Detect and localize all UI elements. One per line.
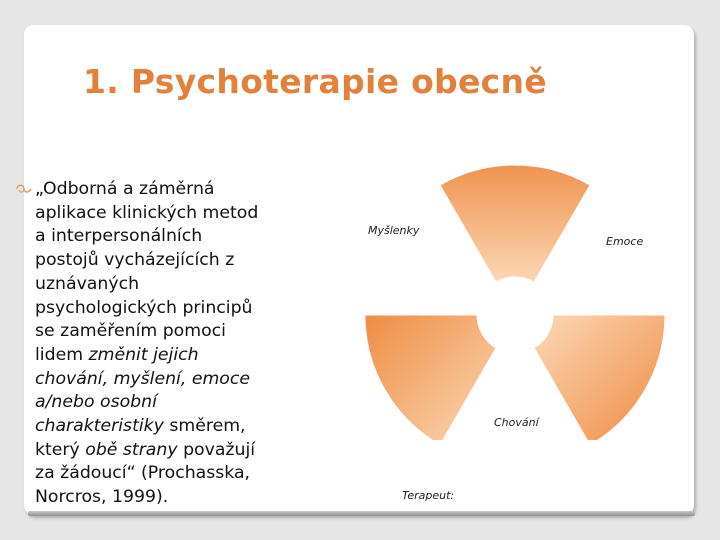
- definition-line: psychologických principů: [35, 297, 253, 318]
- definition-line: aplikace klinických metod: [35, 202, 259, 223]
- definition-line: uznávaných: [35, 273, 140, 294]
- definition-line: „Odborná a záměrná: [35, 179, 215, 199]
- definition-line: lidem změnit jejich: [35, 344, 199, 365]
- segments: [365, 165, 665, 440]
- definition-text: [35, 178, 315, 510]
- definition-line: se zaměřením pomoci: [35, 321, 226, 342]
- segment-left: [365, 315, 496, 440]
- label-behavior: Chování: [494, 416, 539, 429]
- label-therapist: Terapeut:: [402, 489, 455, 502]
- definition-line: za žádoucí“ (Prochasska,: [35, 463, 251, 484]
- slide-title: 1. Psychoterapie obecně: [83, 62, 547, 101]
- segment-top: [440, 165, 590, 282]
- definition-line: chování, myšlení, emoce: [35, 368, 250, 389]
- label-thoughts: Myšlenky: [368, 224, 420, 237]
- three-segment-diagram: [330, 150, 670, 440]
- slide-bottom-bar: [28, 511, 695, 516]
- swirl-bullet-icon: [15, 183, 33, 195]
- definition-line: a interpersonálních: [35, 226, 203, 247]
- label-emotions: Emoce: [606, 235, 644, 248]
- definition-line: postojů vycházejících z: [35, 250, 235, 271]
- definition-line: Norcros, 1999).: [35, 487, 169, 508]
- definition-line: který obě strany považují: [35, 439, 256, 460]
- segment-right: [534, 315, 665, 440]
- definition-line: a/nebo osobní: [35, 392, 157, 413]
- definition-line: charakteristiky směrem,: [35, 416, 246, 437]
